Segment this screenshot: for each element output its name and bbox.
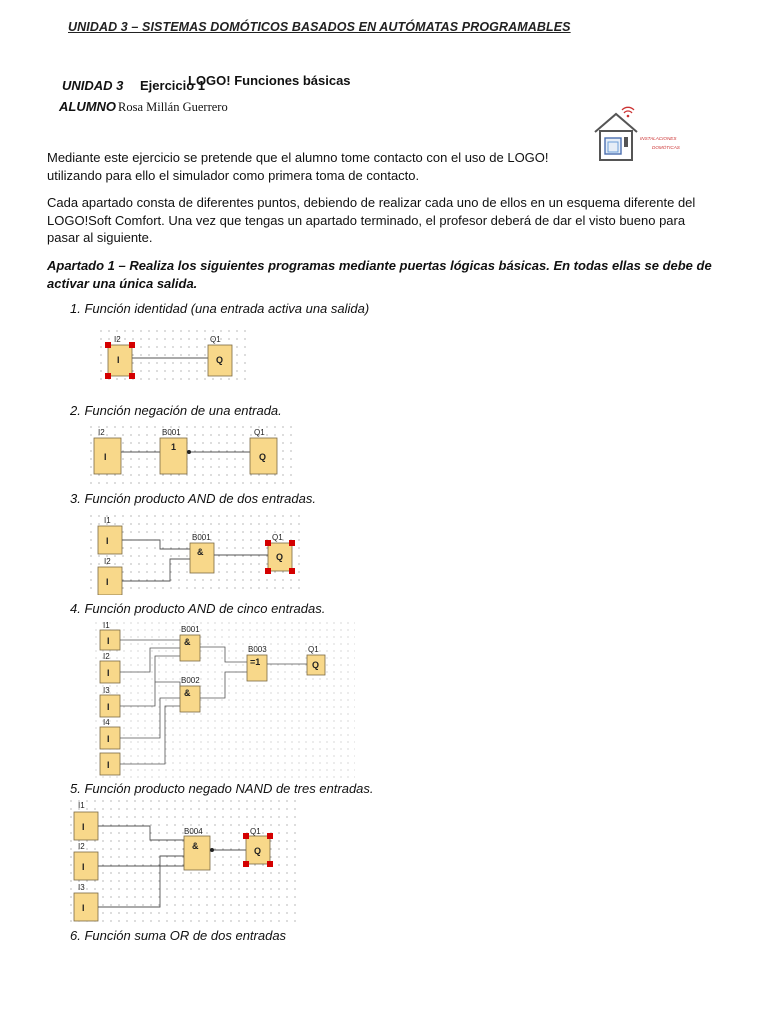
d4-gate1-label: B001 bbox=[181, 625, 200, 634]
svg-text:I: I bbox=[107, 636, 110, 646]
d4-input3-label: I3 bbox=[103, 686, 110, 695]
exercise-title: LOGO! Funciones básicas bbox=[188, 73, 351, 88]
svg-text:Q: Q bbox=[254, 846, 262, 856]
diagram-identity bbox=[100, 330, 250, 387]
d4-gate2-label: B002 bbox=[181, 676, 200, 685]
d4-gate3-label: B003 bbox=[248, 645, 267, 654]
svg-text:&: & bbox=[184, 637, 191, 647]
logo-line2: DOMÓTICAS bbox=[652, 145, 680, 150]
svg-text:I: I bbox=[107, 734, 110, 744]
instructions-paragraph: Cada apartado consta de diferentes puntos, debiendo de realizar cada uno de ellos en un esquema diferente del LOGO!Soft Comfort. Una vez que tengas un apartado terminado, el profesor deberá de dar el visto bueno para pasar al siguiente. bbox=[47, 195, 696, 245]
logo-line1: INSTALACIONES bbox=[640, 136, 677, 141]
svg-text:&: & bbox=[192, 841, 199, 851]
d4-input2-label: I2 bbox=[103, 652, 110, 661]
section-1-heading: Apartado 1 – Realiza los siguientes programas mediante puertas lógicas básicas. En todas ellas se debe de activar una única salida. bbox=[47, 258, 712, 291]
d4-input1-block bbox=[100, 630, 120, 650]
d5-gate-label: B004 bbox=[184, 827, 203, 836]
svg-text:&: & bbox=[197, 547, 204, 557]
exercise-label: Ejercicio 1 bbox=[140, 78, 206, 93]
d1-output-label: Q1 bbox=[210, 335, 221, 344]
svg-text:Q: Q bbox=[216, 355, 224, 365]
svg-text:I: I bbox=[107, 702, 110, 712]
d4-input4-block bbox=[100, 727, 120, 749]
svg-text:I: I bbox=[117, 355, 120, 365]
d3-input2-block bbox=[98, 567, 122, 595]
d5-input3-block bbox=[74, 893, 98, 921]
diagram-nand-3 bbox=[70, 800, 300, 931]
d2-gate-label: B001 bbox=[162, 428, 181, 437]
svg-text:I: I bbox=[82, 862, 85, 872]
d1-input-label: I2 bbox=[114, 335, 121, 344]
d3-gate-label: B001 bbox=[192, 533, 211, 542]
student-name: Rosa Millán Guerrero bbox=[118, 100, 228, 114]
svg-text:I: I bbox=[107, 760, 110, 770]
d1-input-block bbox=[108, 345, 132, 376]
svg-text:I: I bbox=[82, 903, 85, 913]
d5-input1-label: I1 bbox=[78, 801, 85, 810]
d2-input-label: I2 bbox=[98, 428, 105, 437]
svg-text:1: 1 bbox=[171, 442, 177, 452]
item-6: 6. Función suma OR de dos entradas bbox=[70, 928, 287, 943]
svg-text:Q: Q bbox=[312, 660, 320, 670]
svg-text:I: I bbox=[107, 668, 110, 678]
svg-text:Q: Q bbox=[276, 552, 284, 562]
svg-text:Q: Q bbox=[259, 452, 267, 462]
d2-output-label: Q1 bbox=[254, 428, 265, 437]
d4-input1-label: I1 bbox=[103, 622, 110, 630]
svg-text:I: I bbox=[82, 822, 85, 832]
d4-input2-block bbox=[100, 661, 120, 683]
item-3: 3. Función producto AND de dos entradas. bbox=[70, 491, 316, 506]
d2-input-block bbox=[94, 438, 121, 474]
student-label: ALUMNO bbox=[59, 99, 117, 114]
d4-input4-label: I4 bbox=[103, 718, 110, 727]
d3-input1-block bbox=[98, 526, 122, 554]
diagram-negation bbox=[90, 426, 295, 489]
svg-text:I: I bbox=[106, 536, 109, 546]
d4-output-label: Q1 bbox=[308, 645, 319, 654]
domotics-logo bbox=[592, 104, 712, 166]
d3-input1-label: I1 bbox=[104, 516, 111, 525]
item-1: 1. Función identidad (una entrada activa una salida) bbox=[70, 301, 370, 316]
item-5: 5. Función producto negado NAND de tres entradas. bbox=[70, 781, 374, 796]
d3-output-label: Q1 bbox=[272, 533, 283, 542]
svg-text:=1: =1 bbox=[250, 657, 261, 667]
item-2: 2. Función negación de una entrada. bbox=[70, 403, 282, 418]
diagram-and-5 bbox=[95, 622, 355, 785]
item-4: 4. Función producto AND de cinco entradas. bbox=[70, 601, 326, 616]
d4-input5-block bbox=[100, 753, 120, 775]
svg-text:&: & bbox=[184, 688, 191, 698]
d5-input2-label: I2 bbox=[78, 842, 85, 851]
d4-input3-block bbox=[100, 695, 120, 717]
diagram-and-2 bbox=[90, 515, 305, 600]
d3-input2-label: I2 bbox=[104, 557, 111, 566]
d5-output-label: Q1 bbox=[250, 827, 261, 836]
document-header: UNIDAD 3 – SISTEMAS DOMÓTICOS BASADOS EN AUTÓMATAS PROGRAMABLES bbox=[68, 20, 571, 34]
d5-input3-label: I3 bbox=[78, 883, 85, 892]
d5-input1-block bbox=[74, 812, 98, 840]
svg-text:I: I bbox=[106, 577, 109, 587]
d5-input2-block bbox=[74, 852, 98, 880]
intro-paragraph: Mediante este ejercicio se pretende que el alumno tome contacto con el uso de LOGO! utilizando para ello el simulador como primera toma de contacto. bbox=[47, 150, 549, 183]
unit-label: UNIDAD 3 bbox=[62, 78, 124, 93]
svg-text:I: I bbox=[104, 452, 107, 462]
